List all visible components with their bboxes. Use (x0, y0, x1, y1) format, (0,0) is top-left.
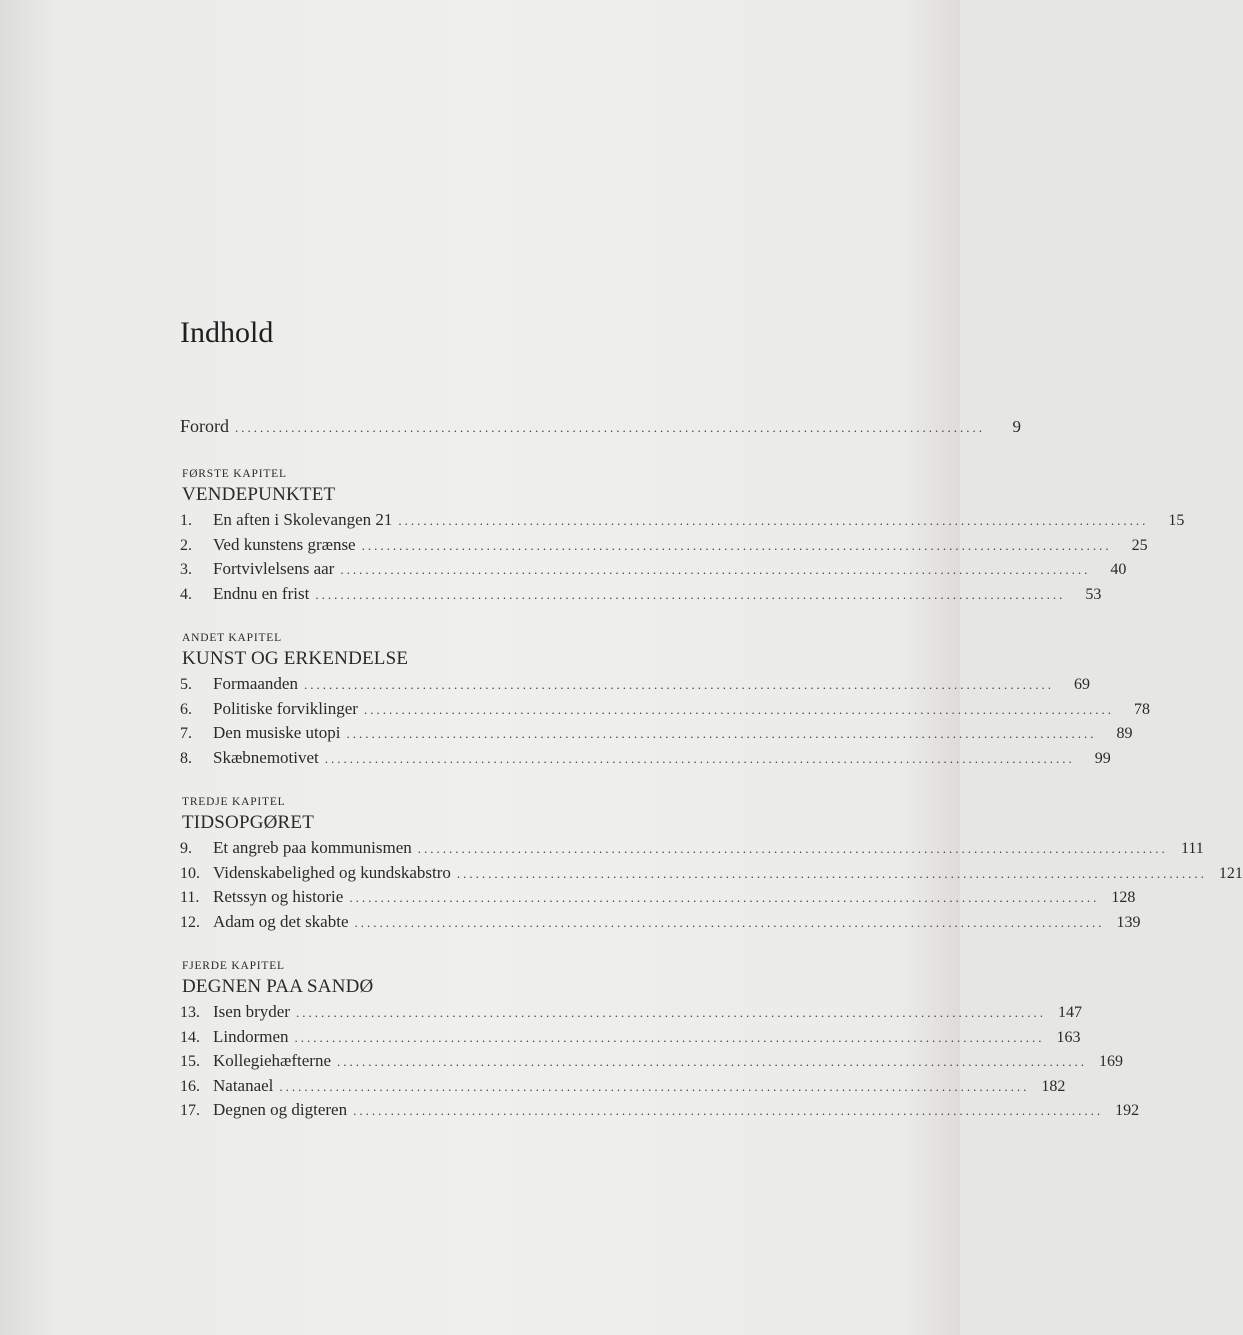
dot-leader: ........................................................................................................................ (340, 562, 1091, 577)
toc-entry-number: 15. (180, 1053, 200, 1070)
toc-entry-label: Natanael (213, 1075, 274, 1095)
chapter-section (180, 466, 1185, 606)
toc-entry-number: 2. (180, 536, 192, 554)
dot-leader: ........................................................................................................................ (363, 701, 1114, 717)
toc-entry-number: 6. (180, 700, 192, 718)
toc-entry-number: 9. (180, 840, 192, 857)
toc-entry-page: 169 (1099, 1053, 1124, 1070)
toc-entry-label: Adam og det skabte (213, 911, 349, 931)
chapter-label: TREDJE KAPITEL (182, 796, 286, 808)
dot-leader: ........................................................................................................................ (324, 750, 1075, 766)
dot-leader: ........................................................................................................................ (235, 420, 985, 435)
chapter-section (180, 958, 1140, 1123)
dot-leader: ........................................................................................................................ (349, 890, 1100, 905)
toc-entry-number: 12. (180, 913, 200, 931)
dot-leader: ........................................................................................................................ (295, 1005, 1046, 1020)
toc-entry-label: Ved kunstens grænse (213, 534, 356, 554)
page-title: Indhold (180, 316, 274, 349)
toc-entry-page: 99 (1094, 749, 1111, 767)
chapter-title: VENDEPUNKTET (182, 484, 336, 505)
toc-entry-label: Formaanden (213, 674, 298, 693)
toc-entry[interactable] (180, 910, 1141, 935)
toc-entry-page: 163 (1056, 1028, 1081, 1046)
toc-entry-page: 121 (1218, 864, 1243, 882)
toc-entry[interactable] (180, 861, 1243, 886)
toc-entry-number: 11. (180, 889, 200, 906)
chapter-label: FJERDE KAPITEL (182, 960, 285, 972)
toc-entry-number: 5. (180, 676, 192, 693)
toc-entry[interactable] (180, 1074, 1066, 1099)
toc-entry-label: Fortvivlelsens aar (213, 559, 335, 578)
toc-entry-number: 17. (180, 1102, 200, 1119)
toc-entry-number: 4. (180, 585, 192, 603)
toc-entry-label: Politiske forviklinger (213, 698, 358, 718)
dot-leader: ........................................................................................................................ (417, 841, 1168, 856)
toc-entry-page: 15 (1168, 512, 1185, 529)
dot-leader: ........................................................................................................................ (279, 1078, 1030, 1094)
toc-entry[interactable] (180, 721, 1133, 746)
chapter-label: ANDET KAPITEL (182, 632, 282, 644)
table-of-contents (180, 410, 1243, 1123)
toc-entry-number: 14. (180, 1028, 200, 1046)
toc-entry-number: 8. (180, 749, 192, 767)
toc-entry-number: 10. (180, 864, 200, 882)
toc-entry-page: 111 (1180, 840, 1204, 857)
toc-entry-label: Den musiske utopi (213, 723, 341, 742)
toc-entry-page: 147 (1057, 1004, 1082, 1021)
toc-entry[interactable] (180, 533, 1148, 558)
toc-entry-label: Forord (180, 416, 229, 436)
toc-entry-label: Skæbnemotivet (213, 747, 319, 767)
chapter-section (180, 794, 1243, 934)
toc-entry-foreword[interactable] (180, 410, 1021, 442)
toc-entry-label: Isen bryder (213, 1002, 290, 1021)
chapter-section (180, 630, 1150, 770)
toc-entry-number: 16. (180, 1077, 200, 1095)
dot-leader: ........................................................................................................................ (353, 1103, 1104, 1118)
toc-entry-page: 53 (1085, 585, 1102, 603)
toc-entry[interactable] (180, 746, 1111, 771)
toc-entry-label: Kollegiehæfterne (213, 1051, 332, 1070)
toc-entry-label: Retssyn og historie (213, 887, 344, 906)
toc-entry-number: 1. (180, 512, 192, 529)
toc-entry-page: 139 (1116, 913, 1141, 931)
toc-entry[interactable] (180, 582, 1102, 607)
toc-entry[interactable] (180, 1000, 1082, 1025)
dot-leader: ........................................................................................................................ (294, 1029, 1045, 1045)
toc-entry[interactable] (180, 508, 1185, 533)
toc-entry-page: 40 (1110, 561, 1127, 578)
toc-entry[interactable] (180, 672, 1090, 697)
toc-entry-number: 3. (180, 561, 192, 578)
chapter-title: KUNST OG ERKENDELSE (182, 648, 409, 669)
dot-leader: ........................................................................................................................ (398, 513, 1149, 528)
toc-entry[interactable] (180, 1098, 1140, 1123)
toc-entry-label: En aften i Skolevangen 21 (213, 510, 393, 529)
chapter-title: DEGNEN PAA SANDØ (182, 976, 374, 997)
toc-entry-number: 13. (180, 1004, 200, 1021)
toc-entry-page: 69 (1073, 676, 1090, 693)
dot-leader: ........................................................................................................................ (354, 914, 1105, 930)
toc-entry[interactable] (180, 836, 1204, 861)
dot-leader: ........................................................................................................................ (337, 1054, 1088, 1069)
toc-entry-label: Videnskabelighed og kundskabstro (213, 862, 451, 882)
toc-entry-label: Lindormen (213, 1026, 289, 1046)
toc-entry-label: Endnu en frist (213, 583, 310, 603)
dot-leader: ........................................................................................................................ (346, 726, 1097, 741)
toc-entry-number: 7. (180, 725, 192, 742)
toc-entry-page: 25 (1131, 536, 1148, 554)
toc-entry-label: Degnen og digteren (213, 1100, 348, 1119)
toc-entry-page: 128 (1111, 889, 1136, 906)
dot-leader: ........................................................................................................................ (303, 677, 1054, 692)
toc-entry[interactable] (180, 557, 1127, 582)
toc-entry[interactable] (180, 885, 1136, 910)
toc-entry-page: 9 (1012, 417, 1021, 436)
toc-entry[interactable] (180, 1025, 1081, 1050)
chapter-label: FØRSTE KAPITEL (182, 468, 287, 480)
dot-leader: ........................................................................................................................ (456, 865, 1207, 881)
toc-entry-page: 89 (1116, 725, 1133, 742)
dot-leader: ........................................................................................................................ (361, 537, 1112, 553)
toc-entry-label: Et angreb paa kommunismen (213, 838, 412, 857)
toc-entry-page: 182 (1041, 1077, 1066, 1095)
dot-leader: ........................................................................................................................ (315, 586, 1066, 602)
chapter-title: TIDSOPGØRET (182, 812, 315, 833)
toc-entry-page: 192 (1115, 1102, 1140, 1119)
toc-entry[interactable] (180, 1049, 1124, 1074)
toc-entry-page: 78 (1133, 700, 1150, 718)
toc-entry[interactable] (180, 697, 1150, 722)
